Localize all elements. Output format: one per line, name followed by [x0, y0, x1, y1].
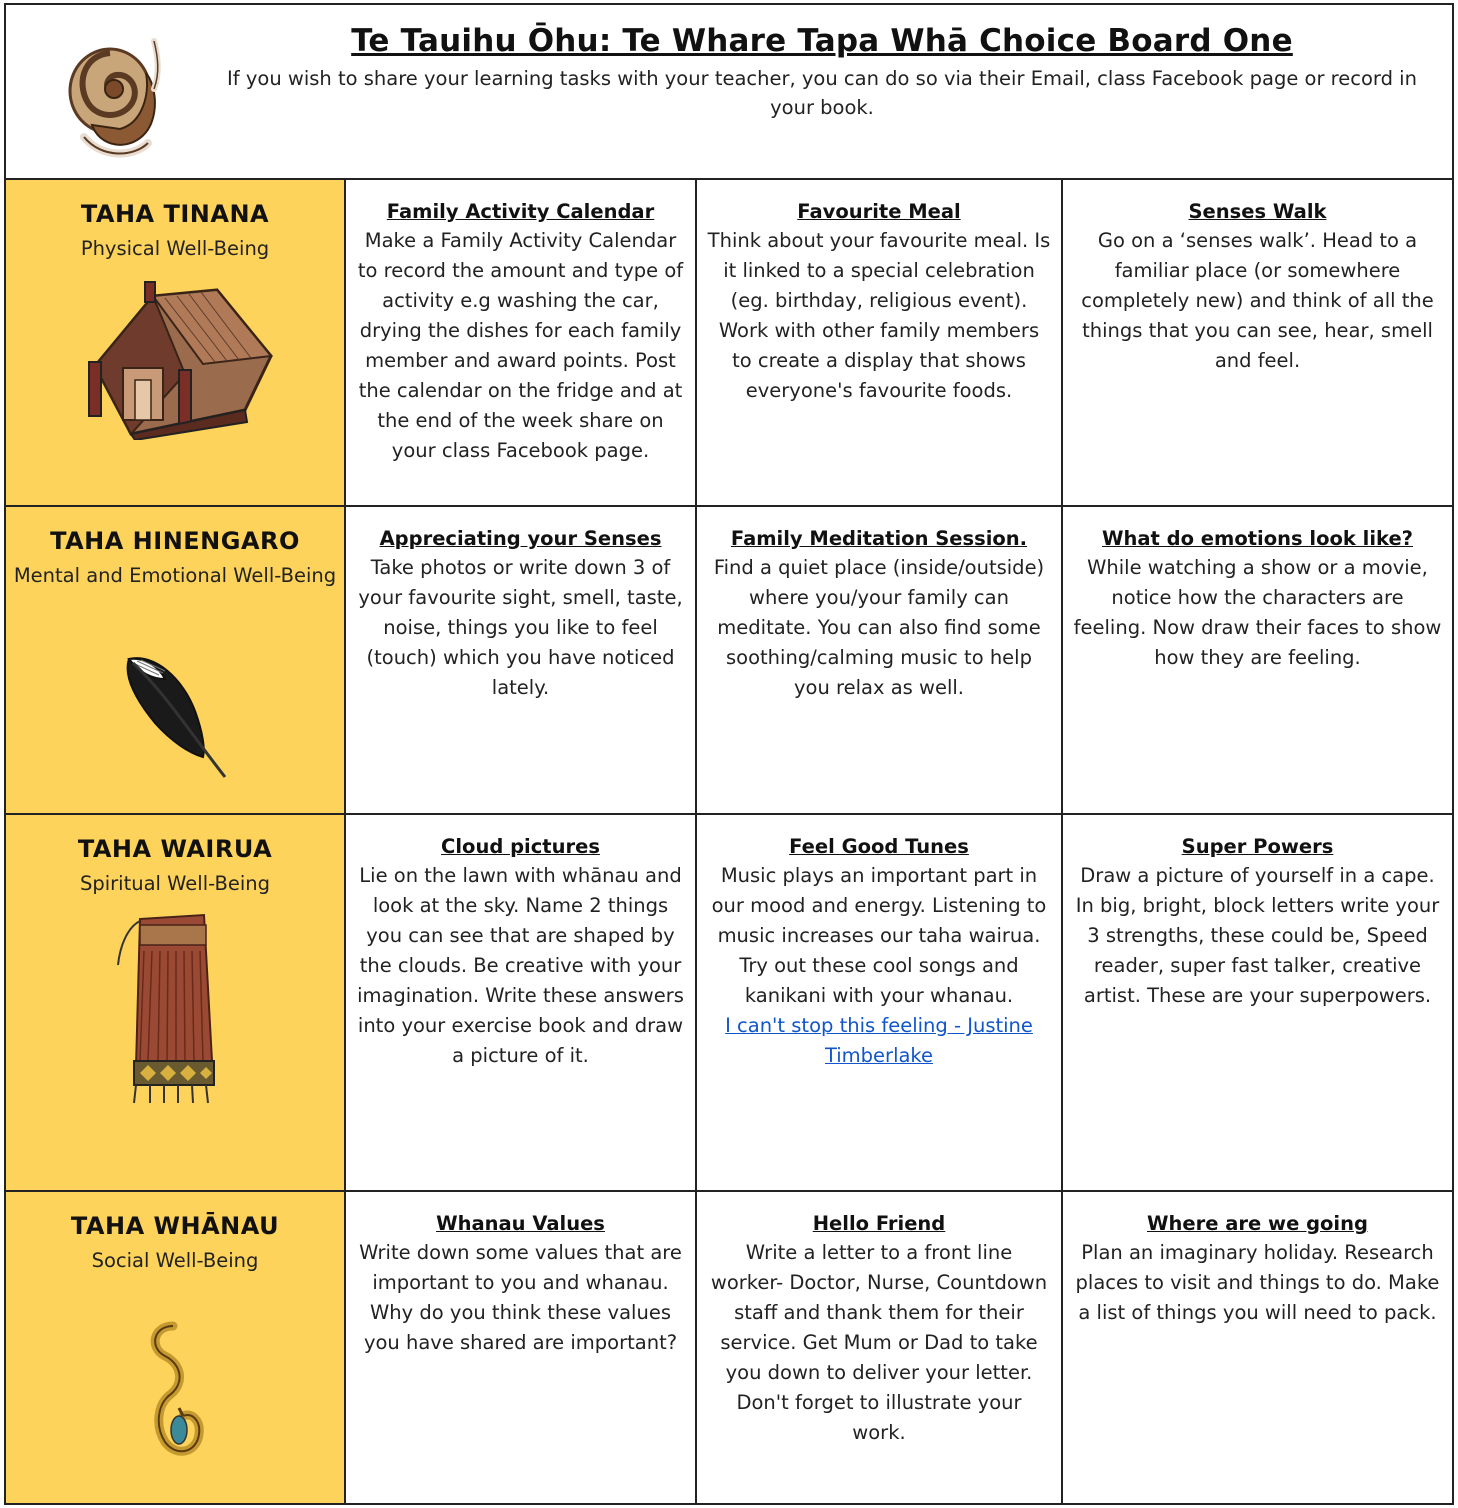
category-cell: [6, 1192, 346, 1503]
category-subtitle: Spiritual Well-Being: [79, 872, 271, 895]
korowai-cloak-icon: [100, 911, 250, 1111]
task-body: Make a Family Activity Calendar to record the amount and type of activity e.g washing the car, drying the dishes for each family member and award points. Post the calendar on the fridge and at the end of the week share on your class Facebook page.: [357, 229, 684, 462]
task-title-super-powers: Super Powers: [1181, 835, 1334, 858]
category-subtitle: Mental and Emotional Well-Being: [13, 564, 337, 587]
task-body: Write a letter to a front line worker- Doctor, Nurse, Countdown staff and thank them for their service. Get Mum or Dad to take you down to deliver your letter. Don't forget to illustrate your work.: [710, 1241, 1048, 1444]
category-cell: [6, 180, 346, 505]
task-cell: [346, 815, 697, 1190]
category-subtitle: Physical Well-Being: [80, 237, 270, 260]
task-title-what-do-emotions-look-like: What do emotions look like?: [1101, 527, 1413, 550]
task-body: Lie on the lawn with whānau and look at the sky. Name 2 things you can see that are shaped by the clouds. Be creative with your imagination. Write these answers into your exercise book and draw a picture of it.: [357, 864, 684, 1067]
board-header: [6, 5, 1452, 180]
task-cell: [697, 815, 1063, 1190]
wharenui-icon: [75, 278, 275, 440]
task-body: Draw a picture of yourself in a cape. In big, bright, block letters write your 3 strengths, these could be, Speed reader, super fast talker, creative artist. These are your superpowers.: [1075, 864, 1440, 1007]
row-taha-whanau: [6, 1192, 1452, 1503]
matau-fish-hook-icon: [135, 1320, 215, 1460]
choice-board: [4, 3, 1454, 1505]
task-title-family-activity-calendar: Family Activity Calendar: [386, 200, 655, 223]
task-body: Go on a ‘senses walk’. Head to a familiar place (or somewhere completely new) and think of all the things that you can see, hear, smell and feel.: [1081, 229, 1434, 372]
task-title-cloud-pictures: Cloud pictures: [441, 835, 600, 858]
category-title: TAHA WAIRUA: [77, 835, 273, 863]
task-cell: [1063, 507, 1452, 813]
task-body: Music plays an important part in our mood and energy. Listening to music increases our taha wairua. Try out these cool songs and kanikani with your whanau.: [711, 864, 1047, 1007]
task-title-senses-walk: Senses Walk: [1188, 200, 1327, 223]
task-title-hello-friend: Hello Friend: [812, 1212, 946, 1235]
task-title-feel-good-tunes: Feel Good Tunes: [789, 835, 969, 858]
category-title: TAHA HINENGARO: [50, 527, 300, 555]
task-title-family-meditation-session: Family Meditation Session.: [730, 527, 1028, 550]
row-taha-hinengaro: [6, 507, 1452, 815]
task-body: Plan an imaginary holiday. Research places to visit and things to do. Make a list of things you will need to pack.: [1075, 1241, 1440, 1324]
task-body: Find a quiet place (inside/outside) where you/your family can meditate. You can also find some soothing/calming music to help you relax as well.: [713, 556, 1045, 699]
task-title-appreciating-your-senses: Appreciating your Senses: [379, 527, 662, 550]
task-cell: [697, 1192, 1063, 1503]
task-title-favourite-meal: Favourite Meal: [797, 200, 961, 223]
category-cell: [6, 815, 346, 1190]
page-subtitle: If you wish to share your learning tasks with your teacher, you can do so via their Email, class Facebook page or record in your book.: [227, 67, 1417, 119]
task-cell: [346, 1192, 697, 1503]
feather-icon: [115, 649, 235, 784]
task-cell: [697, 180, 1063, 505]
koru-logo-icon: [62, 33, 172, 158]
song-link[interactable]: I can't stop this feeling - Justine Timberlake: [725, 1014, 1033, 1067]
task-body: While watching a show or a movie, notice how the characters are feeling. Now draw their faces to show how they are feeling.: [1073, 556, 1442, 669]
task-cell: [1063, 1192, 1452, 1503]
row-taha-wairua: [6, 815, 1452, 1192]
task-title-where-are-we-going: Where are we going: [1147, 1212, 1368, 1235]
task-title-whanau-values: Whanau Values: [436, 1212, 605, 1235]
task-cell: [1063, 180, 1452, 505]
task-cell: [1063, 815, 1452, 1190]
row-taha-tinana: [6, 180, 1452, 507]
category-title: TAHA WHĀNAU: [70, 1212, 280, 1240]
task-body: Think about your favourite meal. Is it linked to a special celebration (eg. birthday, religious event). Work with other family members to create a display that shows everyone's favourite foods.: [707, 229, 1051, 402]
task-cell: [697, 507, 1063, 813]
category-title: TAHA TINANA: [80, 200, 270, 228]
page-title: Te Tauihu Ōhu: Te Whare Tapa Whā Choice Board One: [351, 23, 1293, 59]
category-subtitle: Social Well-Being: [91, 1249, 259, 1272]
task-body: Take photos or write down 3 of your favourite sight, smell, taste, noise, things you like to feel (touch) which you have noticed lately.: [358, 556, 683, 699]
task-body: Write down some values that are important to you and whanau. Why do you think these values you have shared are important?: [359, 1241, 682, 1354]
task-cell: [346, 507, 697, 813]
category-cell: [6, 507, 346, 813]
task-cell: [346, 180, 697, 505]
